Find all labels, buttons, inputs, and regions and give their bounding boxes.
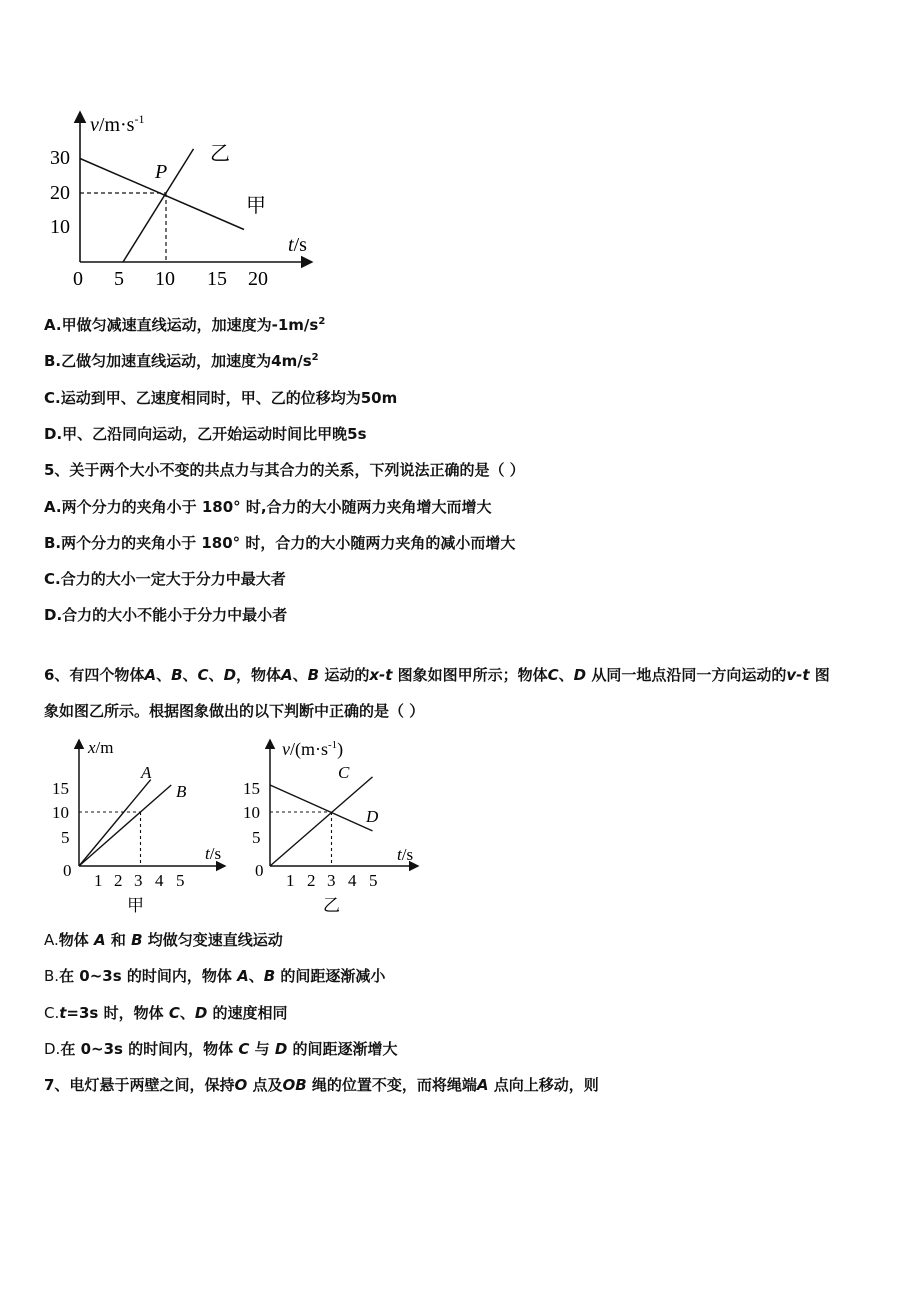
q6-text: 、 (208, 666, 224, 684)
option-text: 的间距逐渐增大 (287, 1040, 398, 1058)
x-axis-label: t/s (397, 845, 414, 864)
y-tick-20: 20 (50, 182, 70, 204)
q6-option-d (44, 1038, 398, 1059)
var-d: D (223, 666, 237, 684)
option-exponent: 2 (311, 352, 319, 363)
x-tick-5: 5 (369, 871, 378, 890)
option-text: 合力的大小不能小于分力中最小者 (62, 606, 288, 624)
option-text: 与 (249, 1040, 275, 1058)
x-tick-0: 0 (73, 268, 83, 290)
option-letter: C. (44, 389, 61, 407)
q6-stem-line2: 象如图乙所示。根据图象做出的以下判断中正确的是（ ） (44, 702, 425, 720)
y-tick-15: 15 (243, 779, 260, 798)
y-axis-label: $v/(m\cdot s^{-1})$ (282, 739, 344, 759)
q6-text: 图 (809, 666, 830, 684)
option-letter: D. (44, 425, 63, 443)
line-a-label: A (141, 763, 152, 782)
option-text: 、 (179, 1004, 195, 1022)
q6-option-c (44, 1002, 288, 1023)
x-tick-5: 5 (176, 871, 185, 890)
var-c: C (547, 666, 559, 684)
option-letter: B. (44, 967, 60, 985)
option-letter: A. (44, 316, 62, 334)
q6-text: 、 (182, 666, 198, 684)
x-tick-15: 15 (207, 268, 227, 290)
var-b: B (131, 931, 143, 949)
x-tick-4: 4 (348, 871, 357, 890)
q6-text: 、 (558, 666, 574, 684)
x-tick-2: 2 (307, 871, 316, 890)
figure-yi-vt-graph (240, 728, 430, 924)
option-text: 的时间内，物体 (122, 1040, 239, 1058)
var-c: C (238, 1040, 250, 1058)
option-exponent: 2 (318, 316, 326, 327)
option-letter: C. (44, 1004, 60, 1022)
option-letter: A. (44, 931, 59, 949)
option-text: 运动到甲、乙速度相同时，甲、乙的位移均为 (60, 389, 361, 407)
option-letter: D. (44, 1040, 61, 1058)
point-p-label: P (155, 161, 168, 183)
line-yi-label: 乙 (210, 141, 230, 165)
q4-option-d (44, 423, 367, 444)
x-tick-4: 4 (155, 871, 164, 890)
y-axis-label: $v/m\cdot s^{-1}$ (90, 112, 145, 136)
q6-text: ，物体 (236, 666, 282, 684)
line-a (79, 780, 151, 866)
var-ob: OB (282, 1076, 307, 1094)
q6-text: 6、有四个物体 (44, 666, 145, 684)
option-text: 和 (105, 931, 132, 949)
x-axis-label: t/s (288, 234, 307, 256)
option-text: 合力的大小一定大于分力中最大者 (60, 570, 286, 588)
y-tick-5: 5 (61, 828, 70, 847)
line-jia-label: 甲 (246, 193, 266, 217)
var-b: B (263, 967, 276, 985)
q7-stem (44, 1074, 599, 1095)
line-d-label: D (366, 807, 379, 826)
option-value: 5s (347, 425, 367, 443)
var-xt: x-t (369, 666, 393, 684)
q7-text: 点向上移动，则 (488, 1076, 599, 1094)
line-c-label: C (338, 763, 350, 782)
y-tick-15: 15 (52, 779, 69, 798)
origin-label: 0 (255, 861, 264, 880)
option-text: 、 (248, 967, 264, 985)
option-value: 4m/s (271, 352, 312, 370)
var-a: A (144, 666, 157, 684)
q7-text: 绳的位置不变，而将绳端 (306, 1076, 477, 1094)
var-d: D (573, 666, 587, 684)
var-d: D (274, 1040, 288, 1058)
time-range: 0~3s (80, 1040, 123, 1058)
x-tick-1: 1 (286, 871, 295, 890)
var-t: t (59, 1004, 67, 1022)
var-c: C (168, 1004, 180, 1022)
option-text: 的速度相同 (207, 1004, 288, 1022)
q4-option-b (44, 350, 319, 371)
x-tick-10: 10 (155, 268, 175, 290)
var-d: D (194, 1004, 208, 1022)
q6-text: 从同一地点沿同一方向运动的 (586, 666, 787, 684)
option-text: 的间距逐渐减小 (275, 967, 386, 985)
x-axis-label: t/s (205, 844, 222, 863)
option-letter: B. (44, 352, 62, 370)
y-axis-label: x/m (88, 738, 114, 757)
q4-option-c (44, 387, 397, 408)
y-tick-10: 10 (243, 803, 260, 822)
option-value: -1m/s (271, 316, 319, 334)
time-range: 0~3s (79, 967, 122, 985)
var-a: A (281, 666, 293, 684)
var-b: B (307, 666, 320, 684)
q5-option-a (44, 496, 492, 517)
y-tick-30: 30 (50, 147, 70, 169)
q6-stem-line1 (44, 664, 830, 685)
origin-label: 0 (63, 861, 72, 880)
option-text: 物体 (58, 931, 94, 949)
x-tick-3: 3 (134, 871, 143, 890)
var-a: A (476, 1076, 489, 1094)
var-b: B (171, 666, 183, 684)
x-tick-1: 1 (94, 871, 103, 890)
var-a: A (94, 931, 106, 949)
y-tick-10: 10 (50, 216, 70, 238)
q5-option-b (44, 532, 515, 553)
option-text: 的时间内，物体 (121, 967, 238, 985)
q5-option-d (44, 604, 287, 625)
q6-text: 、 (156, 666, 172, 684)
q6-text: 、 (292, 666, 308, 684)
option-text: 在 (60, 1040, 81, 1058)
q4-option-a (44, 314, 325, 335)
option-text: 时，物体 (98, 1004, 169, 1022)
q7-text: 7、电灯悬于两壁之间，保持 (44, 1076, 235, 1094)
var-vt: v-t (786, 666, 810, 684)
q6-text: 图象如图甲所示；物体 (392, 666, 548, 684)
x-tick-2: 2 (114, 871, 123, 890)
option-text: 两个分力的夹角小于 180° 时，合力的大小随两力夹角的减小而增大 (61, 534, 516, 552)
x-tick-20: 20 (248, 268, 268, 290)
q7-text: 点及 (247, 1076, 283, 1094)
time-value: =3s (66, 1004, 99, 1022)
option-letter: C. (44, 570, 61, 588)
line-b-label: B (176, 782, 187, 801)
option-letter: D. (44, 606, 63, 624)
option-text: 在 (59, 967, 80, 985)
q6-option-b (44, 965, 385, 986)
figure-jia-xt-graph (40, 728, 240, 924)
option-text: 乙做匀加速直线运动，加速度为 (61, 352, 272, 370)
option-text: 两个分力的夹角小于 180° 时,合力的大小随两力夹角增大而增大 (61, 498, 492, 516)
q6-text: 运动的 (319, 666, 370, 684)
x-tick-5: 5 (114, 268, 124, 290)
line-d (270, 785, 373, 831)
var-o: O (234, 1076, 248, 1094)
option-letter: A. (44, 498, 62, 516)
option-text: 甲、乙沿同向运动，乙开始运动时间比甲晚 (62, 425, 348, 443)
option-value: 50m (360, 389, 398, 407)
line-b (79, 785, 171, 866)
q6-option-a (44, 929, 283, 950)
line-c (270, 777, 373, 866)
figure-caption-jia: 甲 (127, 896, 144, 916)
x-tick-3: 3 (327, 871, 336, 890)
option-letter: B. (44, 534, 62, 552)
q5-option-c (44, 568, 286, 589)
q5-stem: 5、关于两个大小不变的共点力与其合力的关系，下列说法正确的是（ ） (44, 461, 525, 479)
figure-1-vt-graph (40, 100, 330, 300)
y-tick-10: 10 (52, 803, 69, 822)
var-a: A (237, 967, 249, 985)
figure-caption-yi: 乙 (323, 896, 340, 916)
option-text: 甲做匀减速直线运动，加速度为 (61, 316, 272, 334)
option-text: 均做匀变速直线运动 (142, 931, 283, 949)
var-c: C (197, 666, 209, 684)
y-tick-5: 5 (252, 828, 261, 847)
